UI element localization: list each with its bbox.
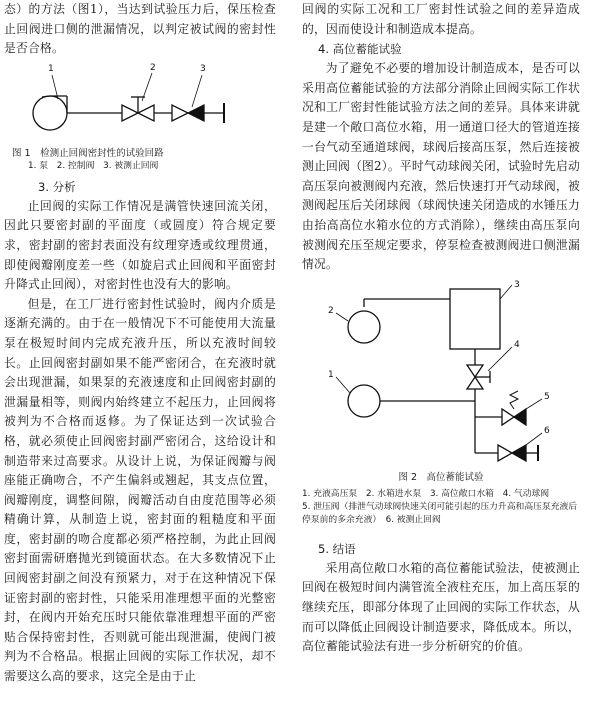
figure-1-legend: 1. 泵 2. 控制阀 3. 被测止回阀 bbox=[28, 160, 159, 171]
figure-2-diagram bbox=[302, 277, 580, 469]
paragraph-analysis-1: 止回阀的实际工作情况是满管快速回流关闭，因此只要密封副的平面度（或圆度）符合规定要求，密封副的密封表面没有纹理穿透或纹理贯通，即使阀瓣刚度差一些（如旋启式止回阀和平面密封升降式止回阀），对密封性也没有大的影响。 bbox=[4, 198, 276, 292]
figure-2-legend-2: 5. 泄压阀（排泄气动球阀快速关闭可能引起的压力升高和高压泵充液后停泵前的多余充液） 6. 被测止回阀 bbox=[302, 501, 578, 525]
fig2-label-3: 3 bbox=[514, 279, 520, 290]
fig1-label-2: 2 bbox=[150, 62, 156, 73]
check-valve-symbol bbox=[172, 105, 188, 121]
pump-symbol bbox=[33, 96, 67, 130]
figure-1-diagram bbox=[4, 59, 276, 147]
relief-valve-symbol bbox=[502, 409, 514, 425]
figure-2-legend-1: 1. 充液高压泵 2. 水箱进水泵 3. 高位敞口水箱 4. 气动球阀 bbox=[302, 488, 550, 499]
test-check-valve-symbol bbox=[498, 445, 512, 461]
fig2-label-4: 4 bbox=[514, 339, 520, 350]
section-5-heading: 5. 结语 bbox=[318, 541, 356, 556]
fig2-label-5: 5 bbox=[544, 391, 550, 402]
control-valve-symbol bbox=[122, 105, 138, 121]
paragraph-intro-end: 态）的方法（图1），当达到试验压力后，保压检查止回阀进口侧的泄漏情况，以判定被试阀的密封性是否合格。 bbox=[4, 2, 276, 56]
ball-valve-symbol bbox=[467, 365, 483, 377]
section-4-heading: 4. 高位蓄能试验 bbox=[318, 42, 402, 57]
figure-1-title: 图 1 检测止回阀密封性的试验回路 bbox=[12, 147, 164, 159]
paragraph-analysis-2: 但是，在工厂进行密封性试验时，阀内介质是逐渐充满的。由于在一般情况下不可能使用大流量泵在极短时间内完成充液升压，所以充液时间较长。止回阀密封副如果不能严密闭合，在充液时就会出现泄漏，如果泵的充液速度和止回阀密封副的泄漏量相等，则阀内始终建立不起压力，止回阀将被判为不合格而返修。为了保证达到一次试验合格，就必须使止回阀密封副严密闭合，这给设计和制造带来过高要求。从设计上说，为保证阀瓣与阀座能正确吻合，不产生偏斜或翘起，其支点位置，阀瓣刚度，调整间隙，阀瓣活动自由度范围等必须精确计算，从制造上说，密封面的粗糙度和平面度，密封副的吻合度都必须严格控制，为此止回阀密封面需研磨抛光到镜面状态。在大多数情况下止回阀密封副之间没有预紧力，对于在这种情况下保证密封副的密封性，只能采用准理想平面的光整密封，在阀内开始充压时只能依靠准理想平面的严密贴合保持密封性，否则就可能出现泄漏，使阀门被判为不合格品。根据止回阀的实际工作状况，却不需要这么高的要求，这完全是由于止 bbox=[4, 296, 276, 684]
fig2-label-2: 2 bbox=[328, 305, 334, 316]
charge-pump-symbol bbox=[348, 385, 380, 417]
fig2-label-6: 6 bbox=[544, 425, 550, 436]
tank-symbol bbox=[450, 289, 500, 349]
paragraph-high-level-test: 为了避免不必要的增加设计制造成本，是否可以采用高位蓄能试验的方法部分消除止回阀实际工作状况和工厂密封性能试验方法之间的差异。具体来讲就是建一个敞口高位水箱，用一通道口径大的管道连接一台气动至通道球阀，球阀后接高压泵，然后连接被测止回阀（图2）。平时气动球阀关闭，试验时先启动高压泵向被测阀内充液，然后快速打开气动球阀，被测阀起压后关闭球阀（球阀快速关闭造成的水锤压力由抬高高位水箱水位的方式消除），继续由高压泵向被测阀充压至规定要求，停泵检查被测阀进口侧泄漏情况。 bbox=[302, 61, 580, 272]
figure-1 bbox=[4, 59, 276, 177]
left-column bbox=[4, 0, 276, 687]
fig1-label-3: 3 bbox=[200, 63, 206, 74]
fig2-label-1: 1 bbox=[328, 369, 334, 380]
fig1-label-1: 1 bbox=[48, 63, 54, 74]
figure-2-title: 图 2 高位蓄能试验 bbox=[398, 471, 484, 483]
feed-pump-symbol bbox=[348, 311, 380, 343]
section-3-heading: 3. 分析 bbox=[38, 179, 76, 194]
paragraph-conclusion: 采用高位敞口水箱的高位蓄能试验法，使被测止回阀在极短时间内满管流全液柱充压，加上高压泵的继续充压，即部分体现了止回阀的实际工作状态，从而可以降低止回阀设计制造要求，降低成本。所以，高位蓄能试验法有进一步分析研究的价值。 bbox=[302, 560, 580, 654]
right-column bbox=[302, 0, 580, 657]
paragraph-analysis-end: 回阀的实际工况和工厂密封性试验之间的差异造成的，因而使设计和制造成本提高。 bbox=[302, 2, 580, 36]
figure-2 bbox=[302, 277, 580, 469]
